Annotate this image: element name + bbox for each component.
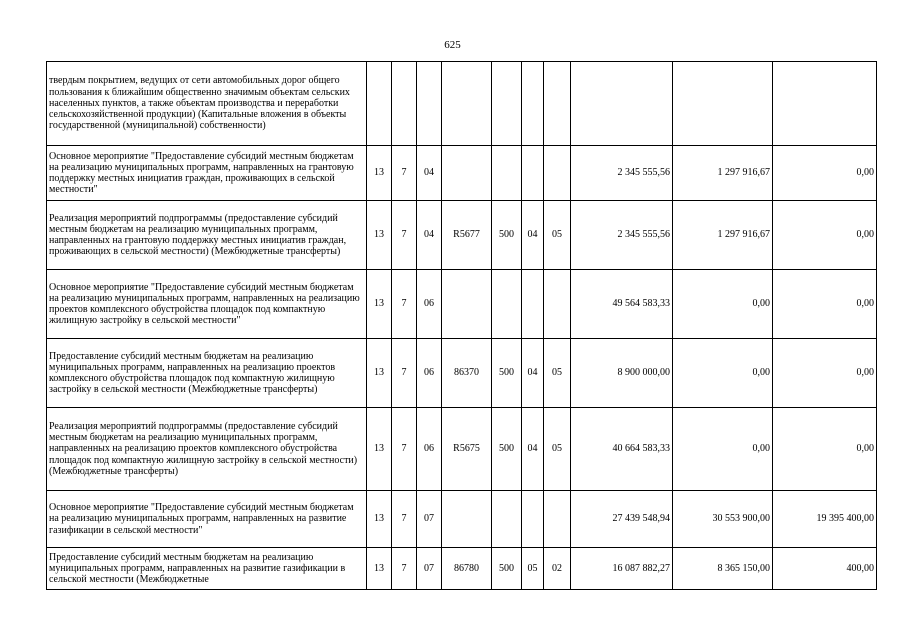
- table-row: [47, 201, 877, 270]
- code-cell: 05: [544, 408, 571, 491]
- code-cell: R5675: [442, 408, 492, 491]
- code-cell: 04: [417, 146, 442, 201]
- code-cell: [442, 62, 492, 146]
- amount-cell: 8 365 150,00: [673, 548, 773, 590]
- code-cell: 7: [392, 548, 417, 590]
- amount-cell: 19 395 400,00: [773, 491, 877, 548]
- code-cell: [544, 146, 571, 201]
- code-cell: 05: [522, 548, 544, 590]
- code-cell: 13: [367, 201, 392, 270]
- code-cell: [522, 62, 544, 146]
- code-cell: 06: [417, 408, 442, 491]
- code-cell: 02: [544, 548, 571, 590]
- row-description: Основное мероприятие "Предоставление субсидий местным бюджетам на реализацию муниципальных программ, направленных на реализацию проектов комплексного обустройства площадок под компактную жилищную застройку в сельской местности": [47, 270, 367, 339]
- table-row: [47, 62, 877, 146]
- code-cell: 04: [522, 339, 544, 408]
- amount-cell: 2 345 555,56: [571, 146, 673, 201]
- code-cell: 04: [522, 201, 544, 270]
- code-cell: R5677: [442, 201, 492, 270]
- code-cell: 86780: [442, 548, 492, 590]
- code-cell: 7: [392, 339, 417, 408]
- code-cell: 06: [417, 339, 442, 408]
- code-cell: 13: [367, 548, 392, 590]
- code-cell: 04: [417, 201, 442, 270]
- code-cell: [492, 270, 522, 339]
- amount-cell: 0,00: [773, 270, 877, 339]
- code-cell: 500: [492, 548, 522, 590]
- table-row: [47, 548, 877, 590]
- row-description: Реализация мероприятий подпрограммы (предоставление субсидий местным бюджетам на реализацию муниципальных программ, направленных на грантовую поддержку местных инициатив граждан, проживающих в сельской местности) (Межбюджетные трансферты): [47, 201, 367, 270]
- code-cell: [522, 491, 544, 548]
- code-cell: 07: [417, 548, 442, 590]
- row-description: Основное мероприятие "Предоставление субсидий местным бюджетам на реализацию муниципальных программ, направленных на грантовую поддержку местных инициатив граждан, проживающих в сельской местности": [47, 146, 367, 201]
- table-row: [47, 408, 877, 491]
- amount-cell: 0,00: [773, 408, 877, 491]
- code-cell: 13: [367, 339, 392, 408]
- code-cell: 7: [392, 201, 417, 270]
- table-row: [47, 491, 877, 548]
- code-cell: 7: [392, 408, 417, 491]
- code-cell: [544, 491, 571, 548]
- amount-cell: 2 345 555,56: [571, 201, 673, 270]
- code-cell: 07: [417, 491, 442, 548]
- code-cell: [492, 62, 522, 146]
- amount-cell: 1 297 916,67: [673, 146, 773, 201]
- row-description: Предоставление субсидий местным бюджетам на реализацию муниципальных программ, направленных на реализацию проектов комплексного обустройства площадок под компактную жилищную застройку в сельской местности (Межбюджетные трансферты): [47, 339, 367, 408]
- amount-cell: 0,00: [673, 270, 773, 339]
- amount-cell: 0,00: [673, 339, 773, 408]
- code-cell: 04: [522, 408, 544, 491]
- code-cell: 13: [367, 408, 392, 491]
- code-cell: 86370: [442, 339, 492, 408]
- amount-cell: 8 900 000,00: [571, 339, 673, 408]
- code-cell: [417, 62, 442, 146]
- code-cell: [442, 146, 492, 201]
- code-cell: [544, 270, 571, 339]
- code-cell: 05: [544, 201, 571, 270]
- code-cell: 7: [392, 491, 417, 548]
- code-cell: 500: [492, 201, 522, 270]
- amount-cell: 0,00: [773, 146, 877, 201]
- amount-cell: 1 297 916,67: [673, 201, 773, 270]
- amount-cell: 0,00: [773, 339, 877, 408]
- row-description: Реализация мероприятий подпрограммы (предоставление субсидий местным бюджетам на реализацию муниципальных программ, направленных на реализацию проектов комплексного обустройства площадок под компактную жилищную застройку в сельской местности) (Межбюджетные трансферты): [47, 408, 367, 491]
- amount-cell: 27 439 548,94: [571, 491, 673, 548]
- amount-cell: 40 664 583,33: [571, 408, 673, 491]
- code-cell: [544, 62, 571, 146]
- code-cell: [367, 62, 392, 146]
- row-description: твердым покрытием, ведущих от сети автомобильных дорог общего пользования к ближайшим общественно значимым объектам сельских населенных пунктов, а также объектам производства и переработки сельскохозяйственной продукции) (Капитальные вложения в объекты государственной (муниципальной) собственности): [47, 62, 367, 146]
- row-description: Основное мероприятие "Предоставление субсидий местным бюджетам на реализацию муниципальных программ, направленных на развитие газификации в сельской местности": [47, 491, 367, 548]
- amount-cell: 16 087 882,27: [571, 548, 673, 590]
- code-cell: [522, 146, 544, 201]
- code-cell: 13: [367, 270, 392, 339]
- code-cell: [442, 491, 492, 548]
- code-cell: [442, 270, 492, 339]
- code-cell: 13: [367, 146, 392, 201]
- table-row: [47, 146, 877, 201]
- amount-cell: 0,00: [773, 201, 877, 270]
- code-cell: 06: [417, 270, 442, 339]
- row-description: Предоставление субсидий местным бюджетам на реализацию муниципальных программ, направленных на развитие газификации в сельской местности (Межбюджетные: [47, 548, 367, 590]
- amount-cell: [773, 62, 877, 146]
- amount-cell: [673, 62, 773, 146]
- code-cell: 13: [367, 491, 392, 548]
- code-cell: 05: [544, 339, 571, 408]
- code-cell: 500: [492, 339, 522, 408]
- code-cell: [522, 270, 544, 339]
- amount-cell: 0,00: [673, 408, 773, 491]
- code-cell: 500: [492, 408, 522, 491]
- amount-cell: [571, 62, 673, 146]
- page-number: 625: [444, 39, 461, 51]
- amount-cell: 400,00: [773, 548, 877, 590]
- code-cell: 7: [392, 146, 417, 201]
- code-cell: [392, 62, 417, 146]
- budget-table: [46, 61, 877, 590]
- amount-cell: 30 553 900,00: [673, 491, 773, 548]
- amount-cell: 49 564 583,33: [571, 270, 673, 339]
- table-row: [47, 270, 877, 339]
- code-cell: [492, 491, 522, 548]
- code-cell: 7: [392, 270, 417, 339]
- code-cell: [492, 146, 522, 201]
- table-row: [47, 339, 877, 408]
